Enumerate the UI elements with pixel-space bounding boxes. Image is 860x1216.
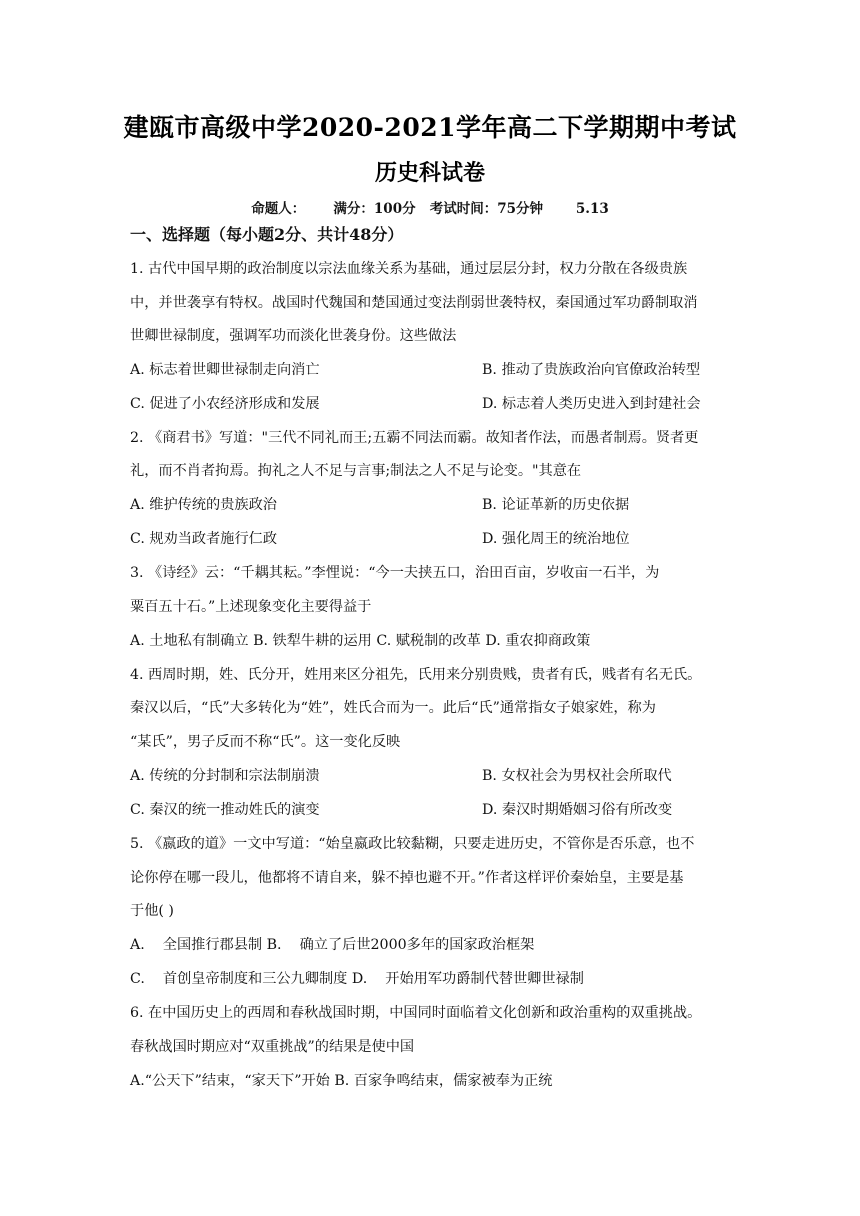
question-1-line-1: 1. 古代中国早期的政治制度以宗法血缘关系为基础，通过层层分封，权力分散在各级贵族 [130,261,688,277]
question-4-option-b: B. 女权社会为男权社会所取代 [482,768,672,784]
question-2-line-1: 2. 《商君书》写道："三代不同礼而王;五霸不同法而霸。故知者作法，而愚者制焉。贤者更 [130,430,699,446]
question-5-options-ab: A. 全国推行郡县制 B. 确立了后世2000多年的国家政治框架 [130,937,535,953]
question-1-option-d: D. 标志着人类历史进入到封建社会 [482,396,701,412]
exam-subtitle: 历史科试卷 [374,160,485,186]
question-5-line-1: 5. 《嬴政的道》一文中写道：“始皇嬴政比较黏糊，只要走进历史，不管你是否乐意，也不 [130,836,695,852]
question-5-line-3: 于他( ) [130,903,174,919]
question-4-line-2: 秦汉以后，“氏”大多转化为“姓”，姓氏合而为一。此后“氏”通常指女子娘家姓，称为 [130,700,656,716]
question-1-line-3: 世卿世禄制度，强调军功而淡化世袭身份。这些做法 [130,328,457,344]
question-4-option-d: D. 秦汉时期婚姻习俗有所改变 [482,802,673,818]
question-1-line-2: 中，并世袭享有特权。战国时代魏国和楚国通过变法削弱世袭特权，秦国通过军功爵制取消 [130,295,698,311]
question-4-option-a: A. 传统的分封制和宗法制崩溃 [130,768,320,784]
question-5-line-2: 论你停在哪一段儿，他都将不请自来，躲不掉也避不开。”作者这样评价秦始皇，主要是基 [130,870,684,886]
question-4-line-3: “某氏”，男子反而不称“氏”。这一变化反映 [130,734,401,750]
question-3-options: A. 土地私有制确立 B. 铁犁牛耕的运用 C. 赋税制的改革 D. 重农抑商政策 [130,633,591,649]
question-4-line-1: 4. 西周时期，姓、氏分开，姓用来区分祖先，氏用来分别贵贱，贵者有氏，贱者有名无氏。 [130,667,702,683]
question-6-line-1: 6. 在中国历史上的西周和春秋战国时期，中国同时面临着文化创新和政治重构的双重挑战。 [130,1005,702,1021]
section-heading: 一、选择题（每小题2分、共计48分） [130,225,404,244]
question-3-line-2: 粟百五十石。”上述现象变化主要得益于 [130,599,372,615]
question-2-option-d: D. 强化周王的统治地位 [482,531,630,547]
question-2-option-a: A. 维护传统的贵族政治 [130,497,277,513]
question-6-line-2: 春秋战国时期应对“双重挑战”的结果是使中国 [130,1039,415,1055]
question-1-option-c: C. 促进了小农经济形成和发展 [130,396,320,412]
question-1-option-a: A. 标志着世卿世禄制走向消亡 [130,362,320,378]
exam-meta: 命题人： 满分：100分 考试时间：75分钟 5.13 [251,201,609,217]
question-1-option-b: B. 推动了贵族政治向官僚政治转型 [482,362,701,378]
exam-title: 建瓯市高级中学2020-2021学年高二下学期期中考试 [123,113,737,142]
question-2-option-b: B. 论证革新的历史依据 [482,497,630,513]
question-6-options-ab: A.“公天下”结束，“家天下”开始 B. 百家争鸣结束，儒家被奉为正统 [130,1073,553,1089]
question-4-option-c: C. 秦汉的统一推动姓氏的演变 [130,802,320,818]
question-2-line-2: 礼，而不肖者拘焉。拘礼之人不足与言事;制法之人不足与论变。"其意在 [130,463,582,479]
question-3-line-1: 3. 《诗经》云：“千耦其耘。”李悝说：“今一夫挟五口，治田百亩，岁收亩一石半，为 [130,565,660,581]
question-5-options-cd: C. 首创皇帝制度和三公九卿制度 D. 开始用军功爵制代替世卿世禄制 [130,971,584,987]
question-2-option-c: C. 规劝当政者施行仁政 [130,531,278,547]
